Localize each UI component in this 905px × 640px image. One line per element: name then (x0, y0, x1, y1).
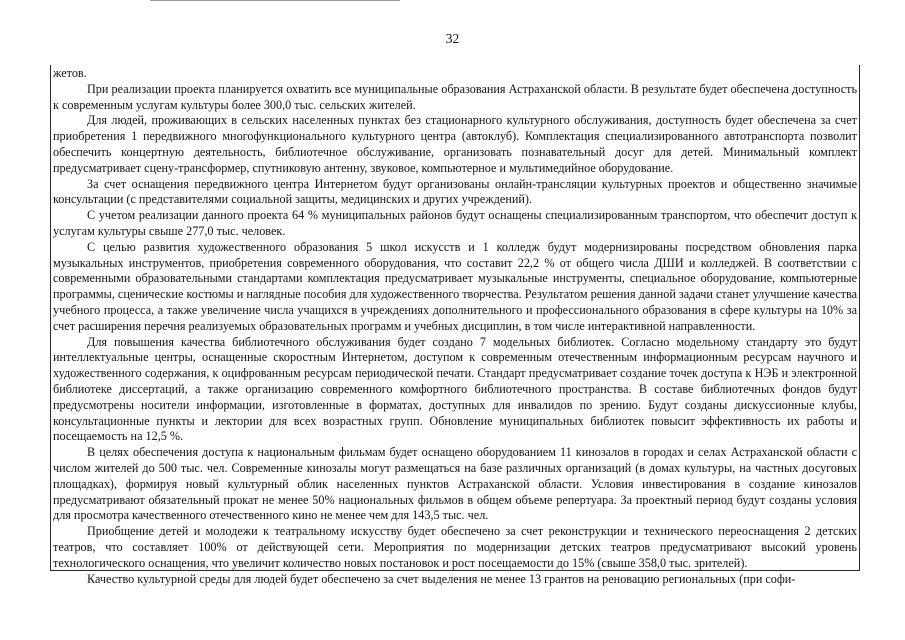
paragraph-model-libraries: Для повышения качества библиотечного обслуживания будет создано 7 модельных библиотек. Согласно модельному стандарту это будут интеллектуальные центры, оснащенные скоростным Интернетом, доступом к современным отечественным информационным ресурсам научного и художественного содержания, к оцифрованным ресурсам периодической печати. Стандарт предусматривает создание точек доступа к НЭБ и электронной библиотеке диссертаций, а также организацию современного комфортного библиотечного пространства. В составе библиотечных фондов будут предусмотрены носители информации, изготовленные в форматах, доступных для инвалидов по зрению. Будут созданы дискуссионные клубы, консультационные пункты и лектории для всех возрастных групп. Обновление муниципальных библиотек повысит эффективность их работы и посещаемость на 12,5 %. (53, 334, 857, 444)
paragraph-cultural-grants: Качество культурной среды для людей будет обеспечено за счет выделения не менее 13 грантов на реновацию региональных (при софи- (87, 571, 796, 586)
document-body (53, 66, 857, 587)
paragraph-online-broadcasts: За счет оснащения передвижного центра Интернетом будут организованы онлайн-трансляции культурных проектов и общественно значимые консультации (с представителями социальной защиты, медицинских и других учреждений). (53, 176, 857, 207)
paragraph-municipal-coverage: При реализации проекта планируется охватить все муниципальные образования Астраханской области. В результате будет обеспечена доступность к современным услугам культуры более 300,0 тыс. сельских жителей. (53, 81, 857, 112)
paragraph-transport-share: С учетом реализации данного проекта 64 % муниципальных районов будут оснащены специализированным транспортом, что обеспечит доступ к услугам культуры свыше 277,0 тыс. человек. (53, 208, 857, 238)
paragraph-cinema-halls: В целях обеспечения доступа к национальным фильмам будет оснащено оборудованием 11 кинозалов в городах и селах Астраханской области с числом жителей до 500 тыс. чел. Современные кинозалы могут размещаться на базе различных организаций (в домах культуры, на частных досуговых площадках), формируя новый культурный облик населенных пунктов Астраханской области. Условия инвестирования в создание кинозалов предусматривают обязательный прокат не менее 50% национальных фильмов в общем объеме репертуара. За проектный период будут созданы условия для просмотра качественного отечественного кино не менее чем для 143,5 тыс. чел. (53, 445, 857, 523)
scan-top-rule (150, 0, 400, 1)
paragraph-mobile-center: Для людей, проживающих в сельских населенных пунктах без стационарного культурного обслуживания, доступность будет обеспечена за счет приобретения 1 передвижного многофункционального культурного центра (автоклуб). Комплектация специализированного автотранспорта позволит обеспечить концертную деятельность, библиотечное обслуживание, организовать познавательный досуг для детей. Минимальный комплект предусматривает сцену-трансформер, спутниковую антенну, звуковое, компьютерное и мультимедийное оборудование. (53, 113, 857, 175)
paragraph-art-education: С целью развития художественного образования 5 школ искусств и 1 колледж будут модернизированы посредством обновления парка музыкальных инструментов, приобретения современного оборудования, что составит 22,2 % от общего числа ДШИ и колледжей. В соответствии с современными образовательными стандартами комплектация предусматривает музыкальные инструменты, специальное оборудование, компьютерные программы, сценические костюмы и наглядные пособия для художественного творчества. Результатом решения данной задачи станет улучшение качества учебного процесса, а также увеличение числа учащихся в учреждениях дополнительного и профессионального образования в сфере культуры на 10% за счет расширения перечня реализуемых образовательных программ и учебных дисциплин, в том числе интерактивной направленности. (53, 239, 857, 333)
paragraph-continuation: жетов. (53, 66, 87, 80)
paragraph-children-theatres: Приобщение детей и молодежи к театральному искусству будет обеспечено за счет реконструкции и технического переоснащения 2 детских театров, что составляет 100% от действующей сети. Мероприятия по модернизации детских театров предусматривают высокий уровень технологического оснащения, что увеличит количество новых постановок и рост посещаемости до 15% (свыше 358,0 тыс. зрителей). (53, 524, 857, 570)
page-number: 32 (445, 31, 460, 46)
